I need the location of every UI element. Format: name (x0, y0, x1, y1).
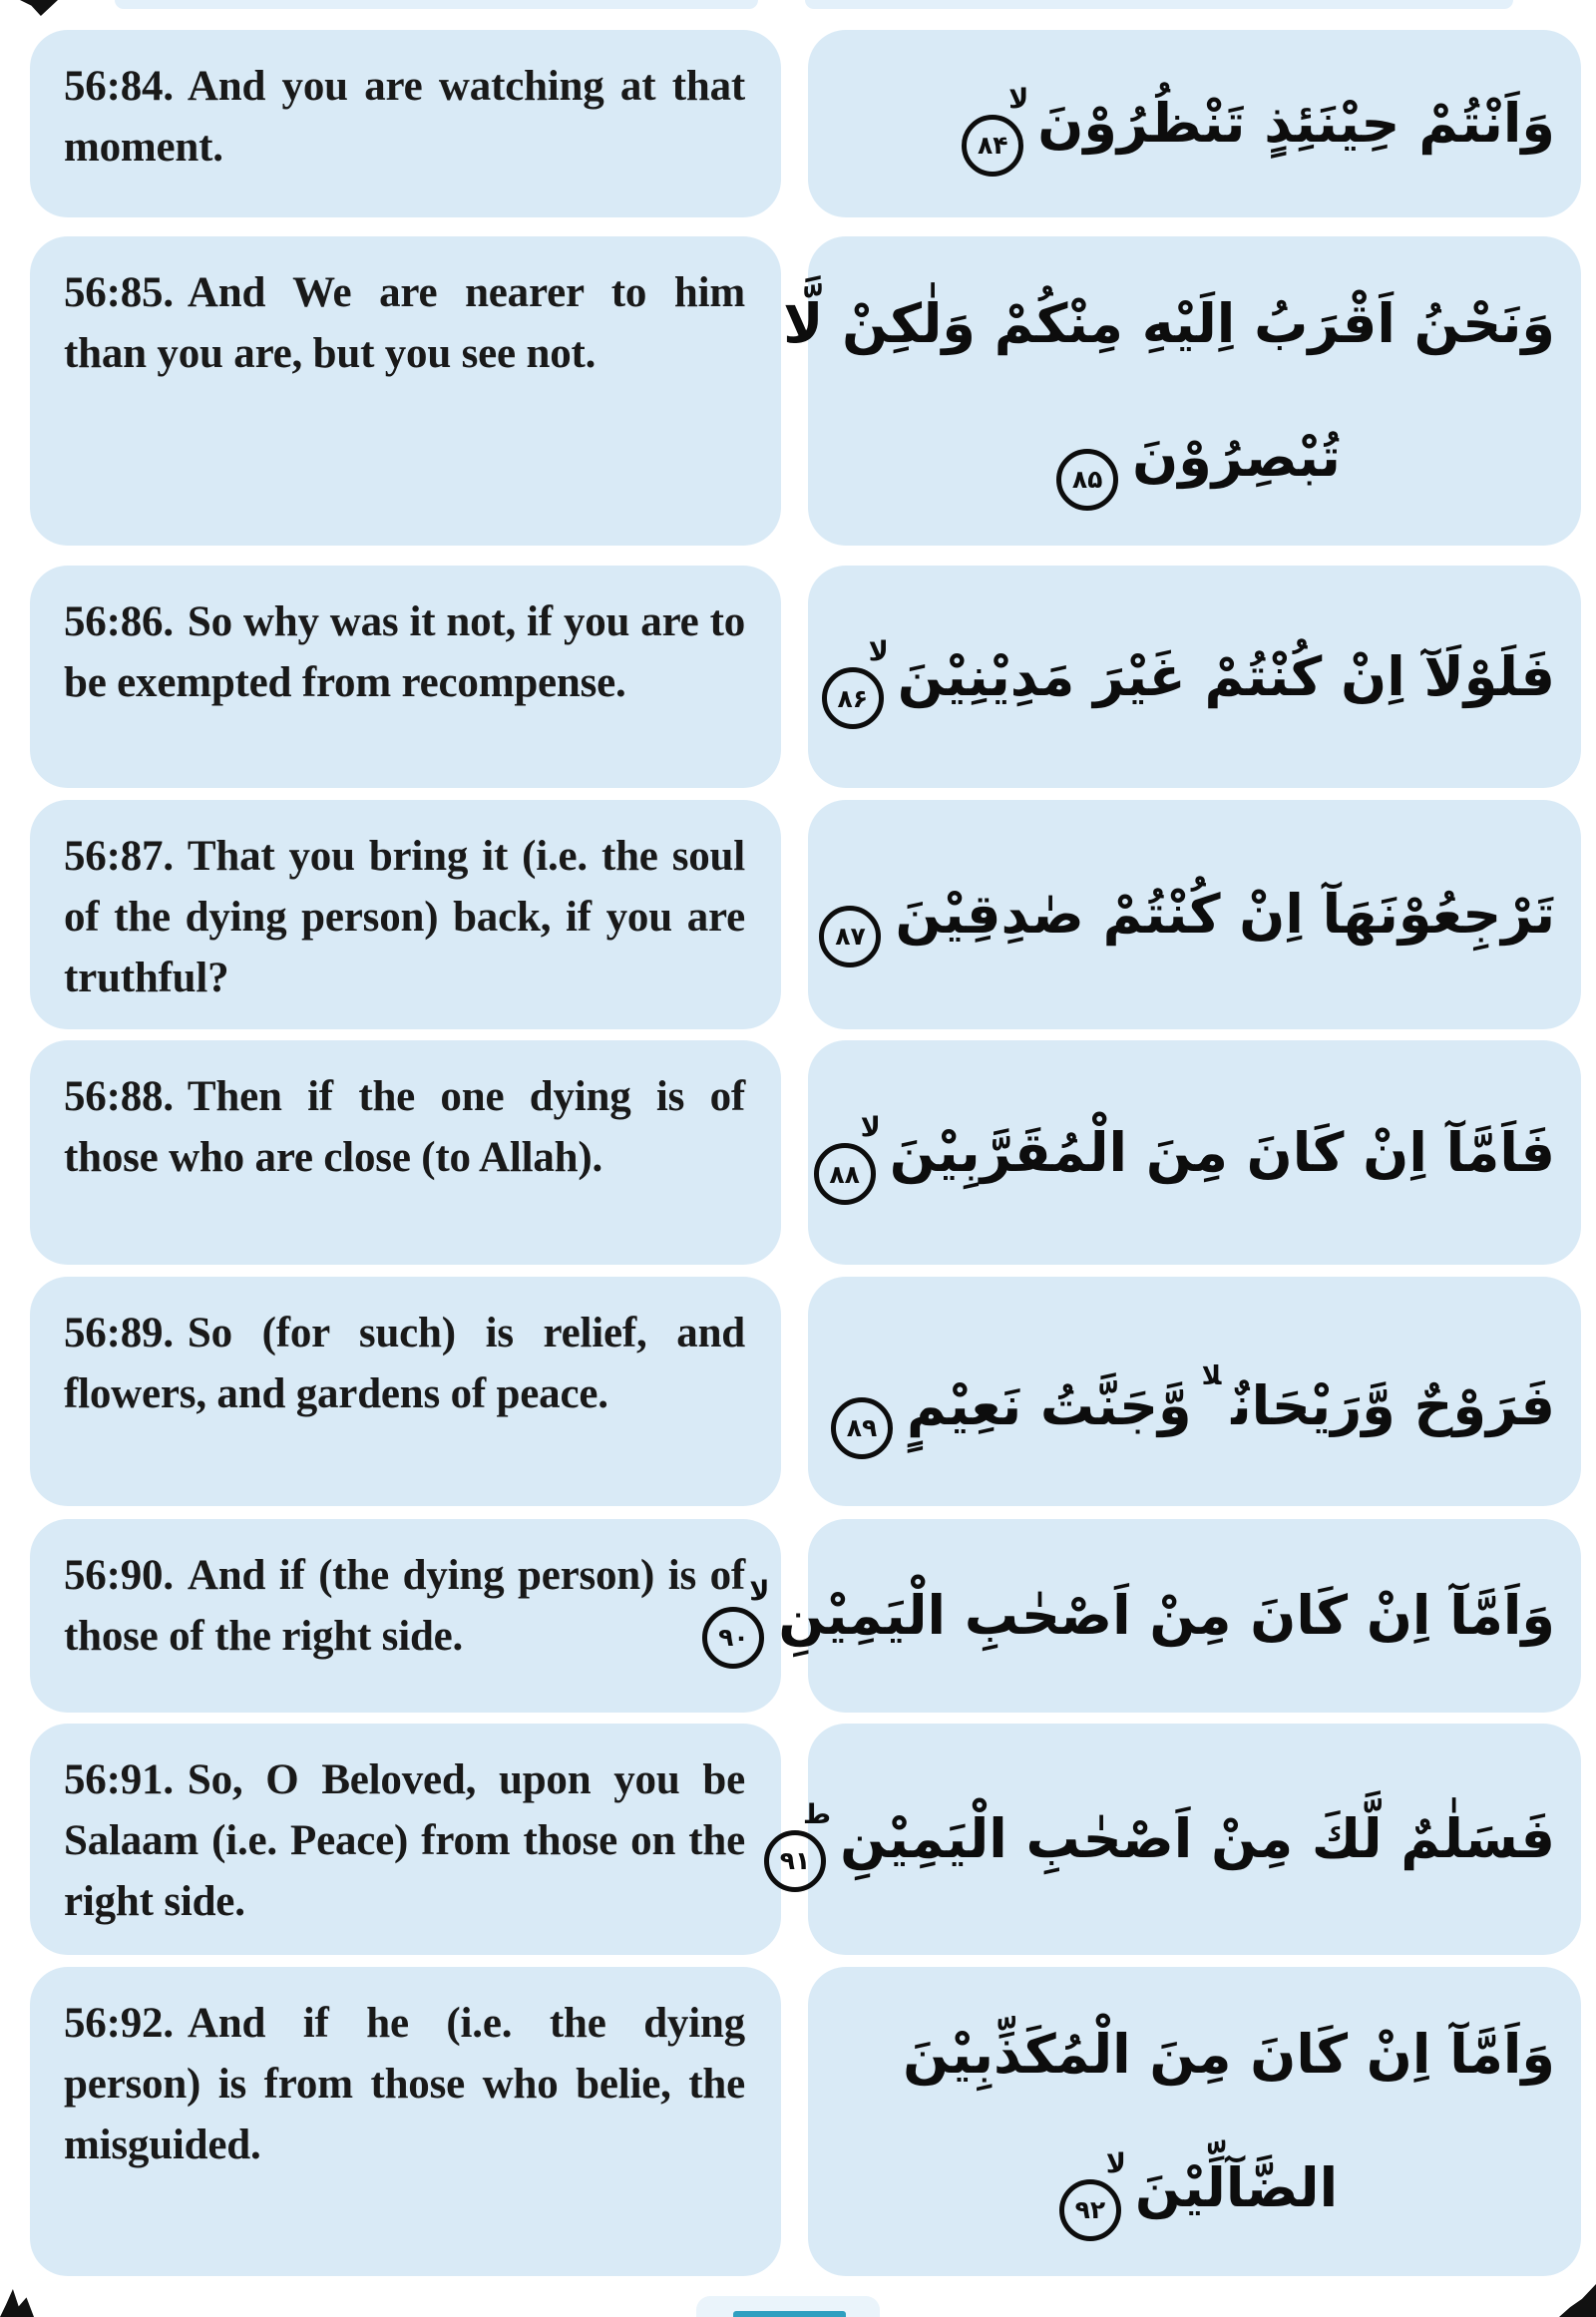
waqf-mark: لا (749, 1575, 770, 1607)
arabic-verse-line: وَاَمَّآ اِنْ كَانَ مِنَ الْمُكَذِّبِيْنَ (903, 2023, 1555, 2086)
arabic-verse-line: الضَّآلِّيْنَ ۹۲ لا (838, 2128, 1555, 2248)
verse-translation: So why was it not, if you are to be exempted from recompense. (64, 598, 745, 706)
page-number-tab-bar (733, 2311, 846, 2317)
arabic-verse-line: تُبْصِرُوْنَ ۸۵ (838, 398, 1555, 518)
waqf-mark-inline: لا (1201, 1361, 1222, 1391)
arabic-box (808, 800, 1581, 1029)
verse-ref: 56:88. (64, 1073, 174, 1120)
translation-text (64, 262, 745, 384)
verse-ref: 56:89. (64, 1310, 174, 1356)
arabic-box (808, 30, 1581, 217)
ayah-number: ۸۸ (829, 1159, 860, 1189)
translation-box (30, 1967, 781, 2276)
verse-translation: Then if the one dying is of those who are close (to Allah). (64, 1073, 745, 1181)
verse-translation: And if he (i.e. the dying person) is from those who belie, the misguided. (64, 2000, 745, 2168)
translation-text (64, 1993, 745, 2175)
verse-row (0, 566, 1596, 788)
ayah-number-medallion (1056, 449, 1118, 511)
ayah-number-medallion (822, 636, 889, 729)
verse-translation: So, O Beloved, upon you be Salaam (i.e. Peace) from those on the right side. (64, 1756, 745, 1925)
verse-ref: 56:84. (64, 63, 174, 110)
translation-text (64, 826, 745, 1008)
translation-box (30, 566, 781, 788)
verse-row (0, 1967, 1596, 2276)
arabic-verse-line: فَسَلٰمٌ لَّكَ مِنْ اَصْحٰبِ الْيَمِيْنِ ۹۱ ط (838, 1779, 1555, 1899)
waqf-mark: لا (860, 1112, 881, 1143)
waqf-mark: لا (868, 636, 889, 667)
translation-text (64, 1545, 745, 1667)
verse-ref: 56:85. (64, 269, 174, 316)
verse-translation: And you are watching at that moment. (64, 63, 745, 171)
verse-translation: And if (the dying person) is of those of the right side. (64, 1552, 745, 1660)
ayah-number-medallion (962, 83, 1029, 177)
translation-box (30, 800, 781, 1029)
arabic-verse-line: وَاَمَّآ اِنْ كَانَ مِنْ اَصْحٰبِ الْيَمِيْنِ ۹۰ لا (838, 1556, 1555, 1676)
ayah-number-medallion (764, 1798, 832, 1892)
ayah-number-medallion (814, 1112, 881, 1205)
arabic-box (808, 1967, 1581, 2276)
ayah-number-medallion (1059, 2147, 1126, 2241)
arabic-verse-line: فَاَمَّآ اِنْ كَانَ مِنَ الْمُقَرَّبِيْنَ ۸۸ لا (838, 1093, 1555, 1213)
verse-ref: 56:90. (64, 1552, 174, 1599)
verse-ref: 56:92. (64, 2000, 174, 2047)
arabic-box (718, 1519, 1581, 1713)
translation-box (30, 1277, 781, 1506)
ayah-number: ۸۶ (837, 683, 869, 713)
ayah-number: ۹۱ (779, 1846, 811, 1875)
ayah-number: ۸۹ (846, 1413, 878, 1442)
verse-row (0, 1519, 1596, 1713)
arabic-verse-line: فَرَوْحٌ وَّرَيْحَانٌ$^{لا}$وَّجَنَّتُ نَعِيْمٍ ۸۹ (838, 1317, 1555, 1466)
verse-row (0, 236, 1596, 546)
translation-text (64, 1303, 745, 1424)
translation-box (30, 1724, 781, 1955)
ayah-number: ۸۴ (977, 131, 1008, 160)
arabic-box (808, 1277, 1581, 1506)
translation-text (64, 1066, 745, 1188)
verse-row (0, 800, 1596, 1029)
verse-row (0, 1724, 1596, 1955)
translation-box (30, 1040, 781, 1265)
verse-translation: So (for such) is relief, and flowers, and gardens of peace. (64, 1310, 745, 1417)
verse-translation: That you bring it (i.e. the soul of the dying person) back, if you are truthful? (64, 833, 745, 1001)
ayah-number-medallion (702, 1575, 770, 1669)
translation-box (30, 30, 781, 217)
translation-box (30, 1519, 781, 1713)
arabic-verse-line: تَرْجِعُوْنَهَآ اِنْ كُنْتُمْ صٰدِقِيْنَ ۸۷ (838, 855, 1555, 974)
ayah-number: ۹۲ (1074, 2195, 1106, 2224)
translation-text (64, 56, 745, 178)
arabic-verse-line: وَاَنْتُمْ حِيْنَئِذٍ تَنْظُرُوْنَ ۸۴ لا (838, 64, 1555, 184)
verse-row (0, 1040, 1596, 1265)
translation-box (30, 236, 781, 546)
waqf-mark: لا (1105, 2147, 1126, 2179)
arabic-verse-line: فَلَوْلَآ اِنْ كُنْتُمْ غَيْرَ مَدِيْنِيْنَ ۸۶ لا (838, 617, 1555, 737)
ayah-number: ۹۰ (718, 1623, 749, 1652)
arabic-box (808, 566, 1581, 788)
waqf-mark: لا (1008, 83, 1029, 115)
verse-row (0, 30, 1596, 217)
arabic-box (808, 1040, 1581, 1265)
translation-text (64, 1749, 745, 1932)
ayah-number-medallion (819, 906, 881, 967)
arabic-box (783, 236, 1581, 546)
translation-text (64, 591, 745, 713)
arabic-verse-line: وَنَحْنُ اَقْرَبُ اِلَيْهِ مِنْكُمْ وَلٰكِنْ لَّا (783, 292, 1555, 355)
ayah-number: ۸۵ (1071, 465, 1103, 494)
arabic-box (779, 1724, 1581, 1955)
ayah-number: ۸۷ (835, 922, 866, 951)
verse-translation: And We are nearer to him than you are, but you see not. (64, 269, 745, 377)
verse-row (0, 1277, 1596, 1506)
verse-ref: 56:86. (64, 598, 174, 645)
verse-ref: 56:87. (64, 833, 174, 880)
verse-ref: 56:91. (64, 1756, 174, 1803)
waqf-mark: ط (803, 1798, 832, 1830)
ayah-number-medallion (831, 1397, 893, 1459)
